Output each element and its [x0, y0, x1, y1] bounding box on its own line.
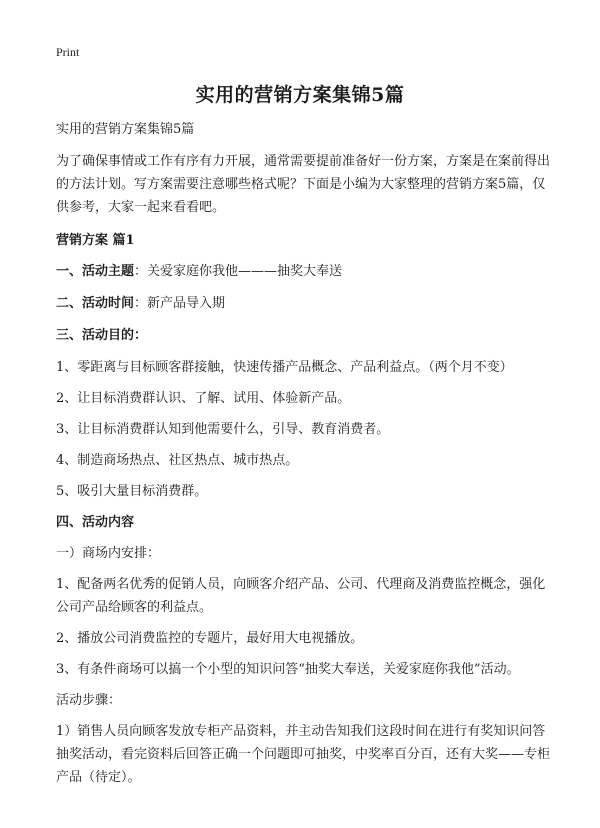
activity-purpose-heading [56, 324, 552, 347]
arrangement-item: 3、有条件商场可以搞一个小型的知识问答“抽奖大奉送，关爱家庭你我他”活动。 [56, 662, 520, 677]
activity-time-value: ：新产品导入期 [134, 296, 226, 311]
purpose-item: 5、吸引大量目标消费群。 [56, 484, 208, 499]
print-label: Print [56, 45, 80, 59]
arrangement-item: 2、播放公司消费监控的专题片，最好用大电视播放。 [56, 631, 364, 646]
purpose-item: 1、零距离与目标顾客群接触，快速传播产品概念、产品利益点。（两个月不变） [56, 360, 513, 375]
activity-time-label: 二、活动时间 [56, 296, 135, 311]
mall-arrangement-heading: 一）商场内安排： [56, 546, 161, 561]
document-body [56, 118, 552, 797]
purpose-item: 3、让目标消费群认知到他需要什么，引导、教育消费者。 [56, 422, 390, 437]
activity-theme-value: ：关爱家庭你我他———抽奖大奉送 [134, 264, 343, 279]
activity-theme-label: 一、活动主题 [56, 264, 135, 279]
intro-paragraph: 为了确保事情或工作有序有力开展，通常需要提前准备好一份方案，方案是在案前得出的方法计划。写方案需要注意哪些格式呢？下面是小编为大家整理的营销方案5篇，仅供参考，大家一起来看看吧。 [56, 154, 551, 215]
purpose-item: 2、让目标消费群认识、了解、试用、体验新产品。 [56, 391, 351, 406]
activity-content-heading: 四、活动内容 [56, 515, 135, 530]
activity-purpose-colon: ： [134, 328, 148, 343]
activity-purpose-label: 三、活动目的 [56, 328, 135, 343]
step-item: 1）销售人员向顾客发放专柜产品资料，并主动告知我们这段时间在进行有奖知识问答抽奖活动，看完资料后回答正确一个问题即可抽奖，中奖率百分百，还有大奖——专柜产品（待定）。 [56, 724, 551, 785]
section-heading-plan-1: 营销方案 篇1 [56, 233, 135, 248]
document-subtitle: 实用的营销方案集锦5篇 [56, 122, 195, 137]
activity-theme [56, 260, 552, 283]
document-title: 实用的营销方案集锦5篇 [195, 84, 405, 106]
purpose-item: 4、制造商场热点、社区热点、城市热点。 [56, 453, 299, 468]
arrangement-item: 1、配备两名优秀的促销人员，向顾客介绍产品、公司、代理商及消费监控概念，强化公司产品给顾客的利益点。 [56, 577, 546, 615]
activity-time [56, 292, 552, 315]
activity-steps-heading: 活动步骤： [56, 693, 122, 708]
